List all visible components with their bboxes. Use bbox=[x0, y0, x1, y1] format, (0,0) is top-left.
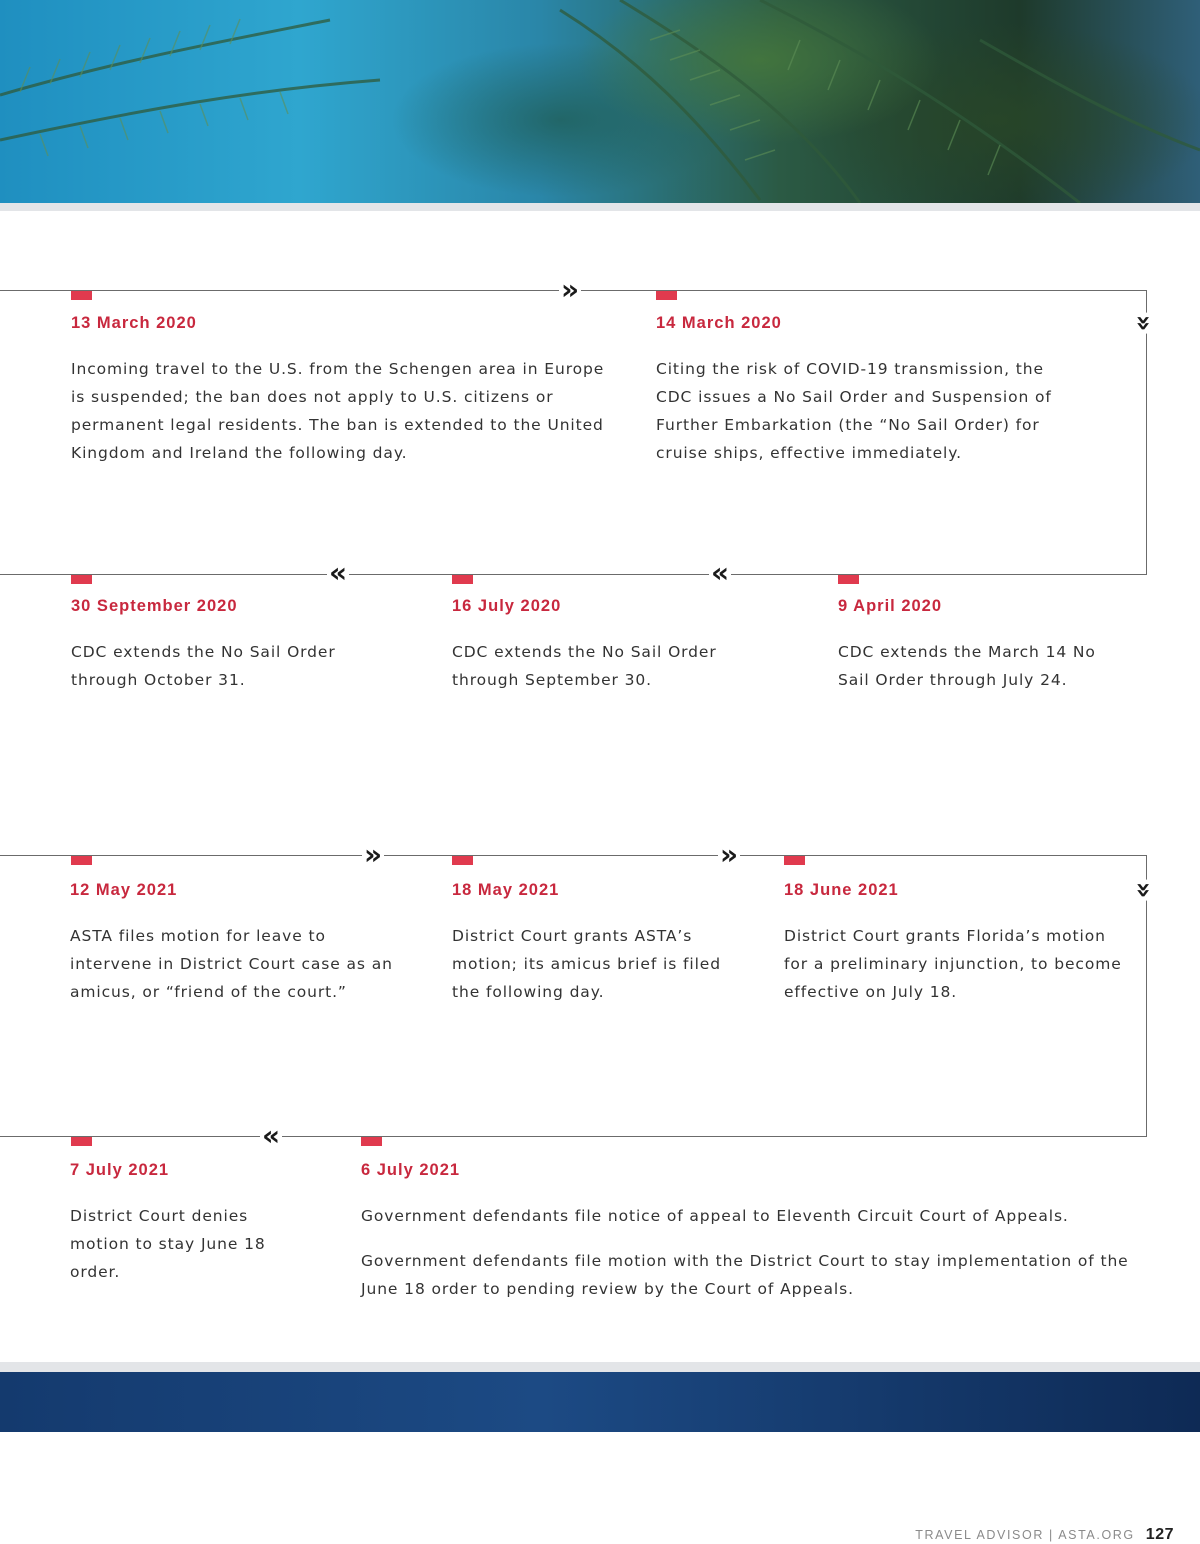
event-text: Government defendants file motion with the District Court to stay implementation of the June 18 order to pending review by the Court of Appeals. bbox=[361, 1252, 1129, 1298]
event-description bbox=[452, 638, 752, 694]
event-description bbox=[784, 922, 1129, 1006]
page-number: 127 bbox=[1145, 1526, 1174, 1543]
event-text: Government defendants file notice of appeal to Eleventh Circuit Court of Appeals. bbox=[361, 1207, 1069, 1225]
publication-name: TRAVEL ADVISOR | ASTA.ORG bbox=[915, 1528, 1135, 1542]
event-date: 16 July 2020 bbox=[452, 597, 562, 615]
event-text: District Court grants Florida’s motion for a preliminary injunction, to become effective on July 18. bbox=[784, 927, 1122, 1001]
event-date: 7 July 2021 bbox=[70, 1161, 170, 1179]
event-description bbox=[838, 638, 1128, 694]
bottom-divider bbox=[0, 1362, 1200, 1372]
event-text: Citing the risk of COVID-19 transmission, the CDC issues a No Sail Order and Suspension of Further Embarkation (the “No Sail Order) for cruise ships, effective immediately. bbox=[656, 360, 1052, 462]
event-text: CDC extends the March 14 No Sail Order through July 24. bbox=[838, 643, 1096, 689]
timeline-marker bbox=[784, 856, 805, 865]
top-divider bbox=[0, 203, 1200, 211]
event-text: CDC extends the No Sail Order through October 31. bbox=[71, 643, 336, 689]
double-chevron-right-icon: » bbox=[561, 273, 580, 306]
timeline-marker bbox=[838, 575, 859, 584]
event-text: CDC extends the No Sail Order through September 30. bbox=[452, 643, 717, 689]
timeline-marker bbox=[71, 856, 92, 865]
event-date: 18 June 2021 bbox=[784, 881, 899, 899]
event-date: 9 April 2020 bbox=[838, 597, 943, 615]
event-description bbox=[70, 922, 410, 1006]
double-chevron-down-icon: » bbox=[1128, 314, 1159, 332]
timeline-marker bbox=[71, 575, 92, 584]
event-date: 6 July 2021 bbox=[361, 1161, 461, 1179]
event-text: ASTA files motion for leave to intervene in District Court case as an amicus, or “friend of the court.” bbox=[70, 927, 393, 1001]
event-date: 18 May 2021 bbox=[452, 881, 560, 899]
event-text: Incoming travel to the U.S. from the Schengen area in Europe is suspended; the ban does not apply to U.S. citizens or permanent legal residents. The ban is extended to the United Kingdom and Ireland the following day. bbox=[71, 360, 605, 462]
event-date: 12 May 2021 bbox=[70, 881, 178, 899]
event-date: 13 March 2020 bbox=[71, 314, 197, 332]
event-date: 14 March 2020 bbox=[656, 314, 782, 332]
event-description bbox=[71, 638, 371, 694]
event-description bbox=[71, 355, 616, 467]
timeline-marker bbox=[71, 1137, 92, 1146]
event-text: District Court denies motion to stay June 18 order. bbox=[70, 1207, 266, 1281]
timeline-marker bbox=[71, 291, 92, 300]
timeline-marker bbox=[361, 1137, 382, 1146]
timeline-marker bbox=[656, 291, 677, 300]
timeline-line bbox=[0, 855, 1146, 856]
timeline-line bbox=[0, 1136, 1147, 1137]
double-chevron-left-icon: « bbox=[262, 1119, 281, 1152]
timeline-line bbox=[0, 574, 1147, 575]
double-chevron-right-icon: » bbox=[720, 838, 739, 871]
event-description bbox=[361, 1202, 1151, 1303]
event-text: District Court grants ASTA’s motion; its amicus brief is filed the following day. bbox=[452, 927, 721, 1001]
timeline-marker bbox=[452, 575, 473, 584]
event-description bbox=[70, 1202, 295, 1286]
double-chevron-left-icon: « bbox=[329, 556, 348, 589]
double-chevron-down-icon: » bbox=[1128, 881, 1159, 899]
page-footer bbox=[915, 1526, 1174, 1544]
palm-fronds-illustration bbox=[0, 0, 1200, 203]
timeline-marker bbox=[452, 856, 473, 865]
double-chevron-left-icon: « bbox=[711, 556, 730, 589]
event-description bbox=[452, 922, 752, 1006]
event-date: 30 September 2020 bbox=[71, 597, 238, 615]
double-chevron-right-icon: » bbox=[364, 838, 383, 871]
event-description bbox=[656, 355, 1076, 467]
header-photo bbox=[0, 0, 1200, 203]
footer-photo-band bbox=[0, 1372, 1200, 1432]
